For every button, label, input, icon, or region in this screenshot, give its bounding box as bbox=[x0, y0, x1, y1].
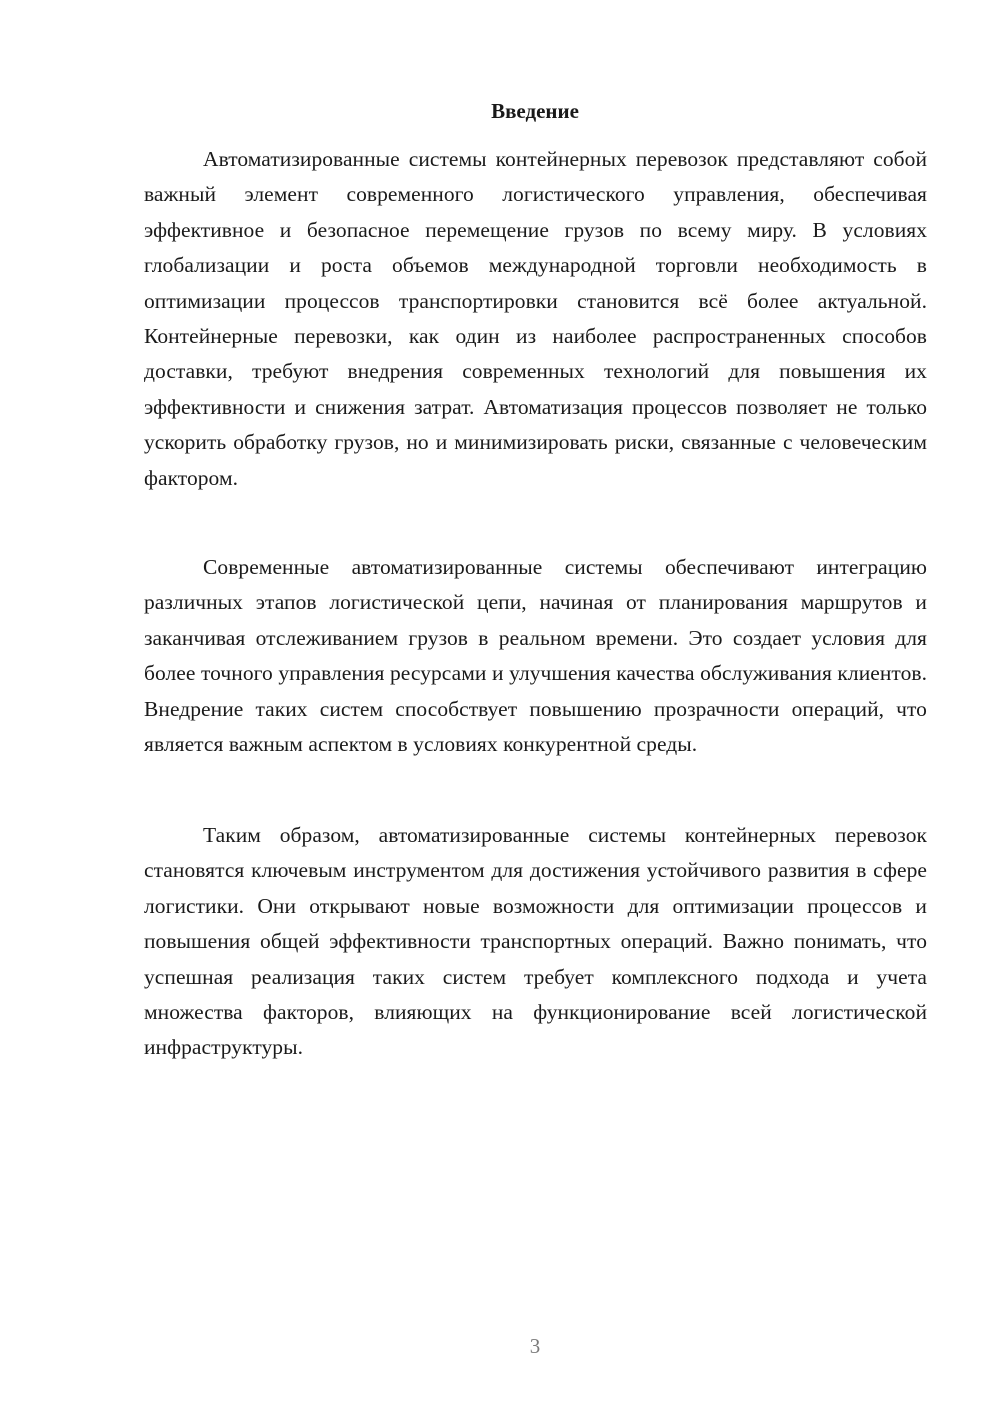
paragraph-1: Автоматизированные системы контейнерных перевозок представляют собой важный элемент современного логистического управления, обеспечивая эффективное и безопасное перемещение грузов по всему миру. В условиях глобализации и роста объемов международной торговли необходимость в оптимизации процессов транспортировки становится всё более актуальной. Контейнерные перевозки, как один из наиболее распространенных способов доставки, требуют внедрения современных технологий для повышения их эффективности и снижения затрат. Автоматизация процессов позволяет не только ускорить обработку грузов, но и минимизировать риски, связанные с человеческим фактором. bbox=[144, 147, 927, 490]
paragraph-3: Таким образом, автоматизированные системы контейнерных перевозок становятся ключевым инструментом для достижения устойчивого развития в сфере логистики. Они открывают новые возможности для оптимизации процессов и повышения общей эффективности транспортных операций. Важно понимать, что успешная реализация таких систем требует комплексного подхода и учета множества факторов, влияющих на функционирование всей логистической инфраструктуры. bbox=[144, 823, 927, 1060]
page-number: 3 bbox=[529, 1334, 541, 1358]
section-heading: Введение bbox=[491, 99, 579, 123]
paragraph-2: Современные автоматизированные системы обеспечивают интеграцию различных этапов логистической цепи, начиная от планирования маршрутов и заканчивая отслеживанием грузов в реальном времени. Это создает условия для более точного управления ресурсами и улучшения качества обслуживания клиентов. Внедрение таких систем способствует повышению прозрачности операций, что является важным аспектом в условиях конкурентной среды. bbox=[144, 555, 927, 757]
